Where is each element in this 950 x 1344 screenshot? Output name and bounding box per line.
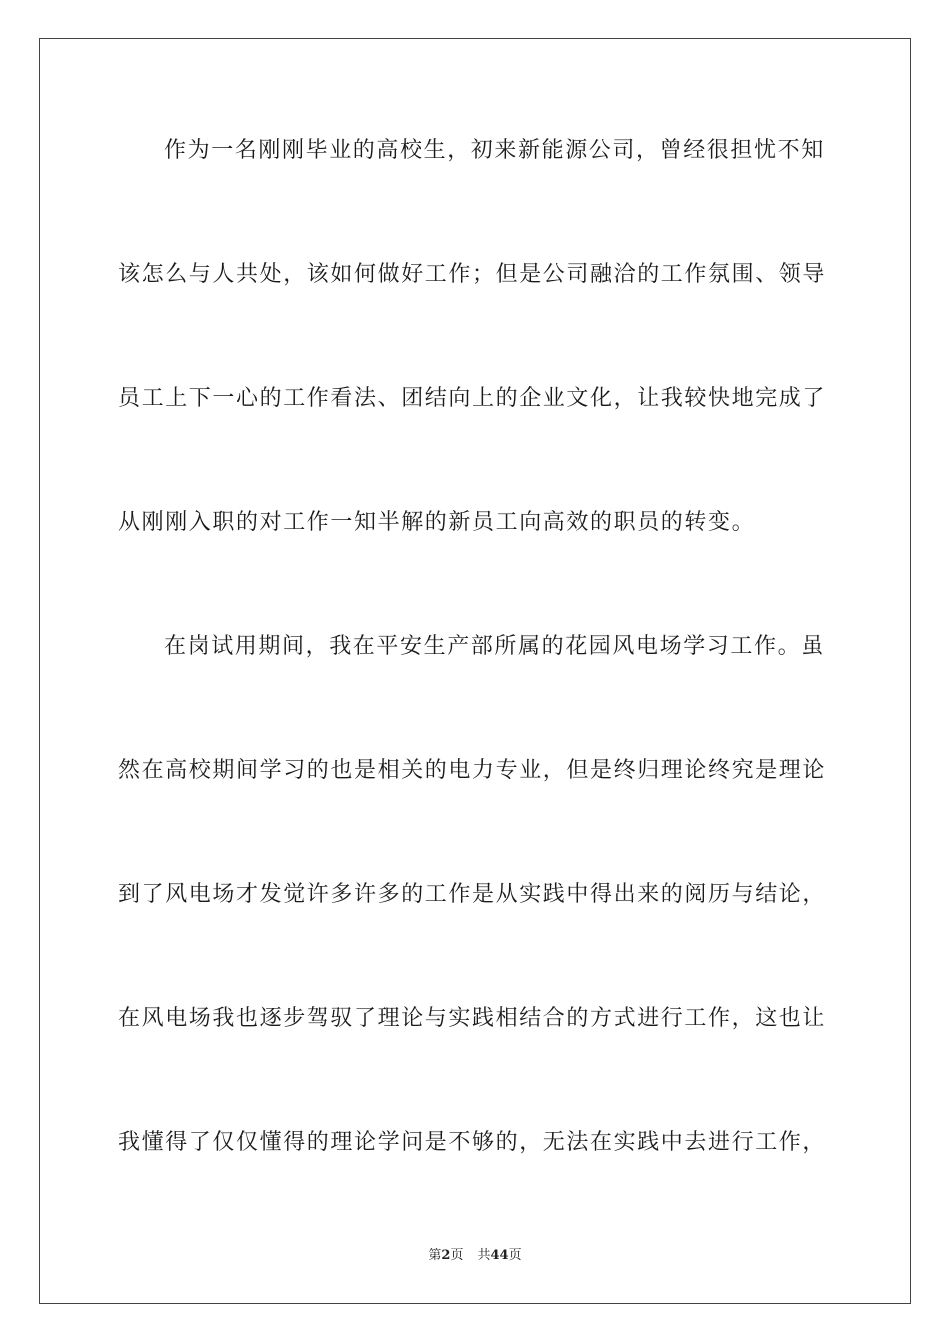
paragraph-2-line-1: 在岗试用期间，我在平安生产部所属的花园风电场学习工作。虽	[164, 634, 825, 659]
page-total: 44	[490, 1248, 509, 1263]
paragraph-2-line-3: 到了风电场才发觉许多许多的工作是从实践中得出来的阅历与结论，	[118, 882, 827, 907]
page-footer	[0, 1248, 950, 1264]
page-current: 2	[441, 1248, 451, 1263]
paragraph-1-line-1: 作为一名刚刚毕业的高校生，初来新能源公司，曾经很担忧不知	[164, 138, 825, 163]
total-prefix: 共	[477, 1248, 491, 1263]
paragraph-2-line-2: 然在高校期间学习的也是相关的电力专业，但是终归理论终究是理论	[118, 758, 827, 783]
paragraph-2-line-5: 我懂得了仅仅懂得的理论学问是不够的，无法在实践中去进行工作，	[118, 1130, 827, 1155]
total-suffix: 页	[508, 1248, 522, 1263]
page-border	[39, 38, 911, 1304]
paragraph-2-line-4: 在风电场我也逐步驾驭了理论与实践相结合的方式进行工作，这也让	[118, 1006, 827, 1031]
page-suffix: 页	[450, 1248, 464, 1263]
paragraph-1-line-4: 从刚刚入职的对工作一知半解的新员工向高效的职员的转变。	[118, 510, 756, 535]
paragraph-1-line-3: 员工上下一心的工作看法、团结向上的企业文化，让我较快地完成了	[118, 386, 827, 411]
paragraph-1-line-2: 该怎么与人共处，该如何做好工作；但是公司融洽的工作氛围、领导	[118, 262, 827, 287]
page-prefix: 第	[428, 1248, 442, 1263]
